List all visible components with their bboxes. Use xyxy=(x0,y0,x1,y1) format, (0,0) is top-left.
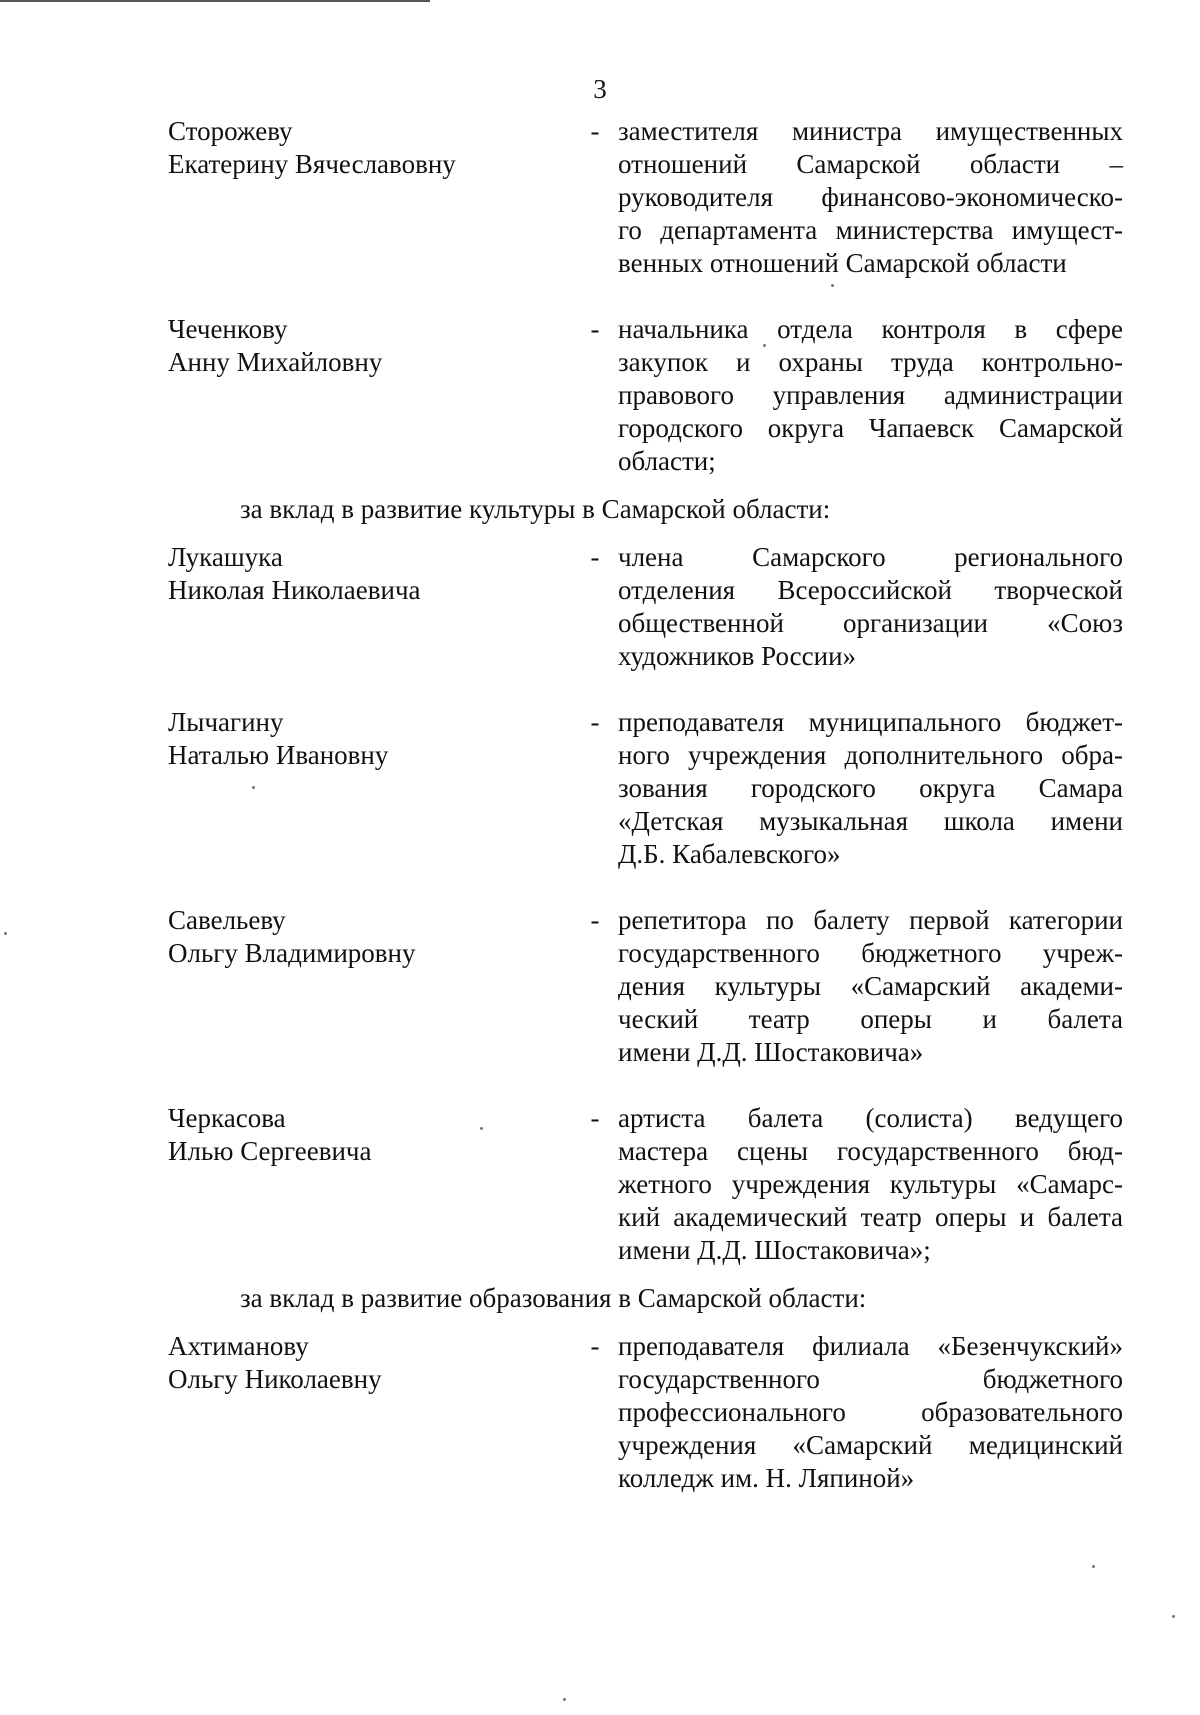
scan-speck xyxy=(252,786,255,789)
awardee-entry xyxy=(168,1102,1123,1267)
awardee-position-line: имени Д.Д. Шостаковича» xyxy=(618,1037,924,1067)
entry-spacer xyxy=(168,673,1123,706)
awardee-position-line: отделения Всероссийской творческой xyxy=(618,575,1123,605)
awardee-position-line: репетитора по балету первой категории xyxy=(618,905,1123,935)
awardee-position-line: Д.Б. Кабалевского» xyxy=(618,839,841,869)
awardee-position xyxy=(618,1102,1123,1267)
awardee-position-line: художников России» xyxy=(618,641,857,671)
awardee-name xyxy=(168,706,578,772)
awardee-position-line: дения культуры «Самарский академи- xyxy=(618,971,1123,1001)
awardee-name xyxy=(168,313,578,379)
entry-dash: - xyxy=(590,116,600,146)
awardee-position-line: «Детская музыкальная школа имени xyxy=(618,806,1123,836)
awardee-position-line: артиста балета (солиста) ведущего xyxy=(618,1103,1123,1133)
awardee-position xyxy=(618,706,1123,871)
awardee-name-line: Лукашука xyxy=(168,542,283,572)
awardee-name-line: Сторожеву xyxy=(168,116,293,146)
awardee-position-line: профессионального образовательного xyxy=(618,1397,1123,1427)
entry-spacer xyxy=(168,280,1123,313)
awardee-position xyxy=(618,904,1123,1069)
scan-speck xyxy=(763,344,766,347)
awardee-position-line: государственного бюджетного учреж- xyxy=(618,938,1123,968)
scan-edge-line xyxy=(0,0,430,2)
awardee-position-line: руководителя финансово-экономическо- xyxy=(618,182,1123,212)
scan-speck xyxy=(480,1127,483,1130)
awardee-position-line: члена Самарского регионального xyxy=(618,542,1123,572)
awardee-position-line: учреждения «Самарский медицинский xyxy=(618,1430,1123,1460)
awardee-position xyxy=(618,313,1123,478)
awardee-name-line: Ахтиманову xyxy=(168,1331,309,1361)
awardee-name xyxy=(168,541,578,607)
awardee-position-line: заместителя министра имущественных xyxy=(618,116,1123,146)
awardee-position-line: преподавателя муниципального бюджет- xyxy=(618,707,1123,737)
awardee-list xyxy=(168,115,1123,1495)
awardee-name-line: Лычагину xyxy=(168,707,284,737)
awardee-position-line: ческий театр оперы и балета xyxy=(618,1004,1123,1034)
awardee-position-line: городского округа Чапаевск Самарской xyxy=(618,413,1123,443)
awardee-name xyxy=(168,1102,578,1168)
awardee-entry xyxy=(168,706,1123,871)
awardee-entry xyxy=(168,541,1123,673)
page-number: 3 xyxy=(593,74,607,104)
awardee-name-line: Екатерину Вячеславовну xyxy=(168,149,456,179)
awardee-entry xyxy=(168,1330,1123,1495)
awardee-name-line: Чеченкову xyxy=(168,314,288,344)
entry-spacer xyxy=(168,1069,1123,1102)
awardee-position-line: общественной организации «Союз xyxy=(618,608,1123,638)
scan-speck xyxy=(4,932,7,935)
awardee-position-line: го департамента министерства имущест- xyxy=(618,215,1123,245)
awardee-position xyxy=(618,115,1123,280)
scan-speck xyxy=(1172,1615,1175,1618)
awardee-position-line: государственного бюджетного xyxy=(618,1364,1123,1394)
awardee-entry xyxy=(168,904,1123,1069)
awardee-name-line: Анну Михайловну xyxy=(168,347,383,377)
awardee-position-line: имени Д.Д. Шостаковича»; xyxy=(618,1235,931,1265)
scan-speck xyxy=(563,1698,566,1701)
awardee-name xyxy=(168,115,578,181)
entry-dash: - xyxy=(590,905,600,935)
awardee-position-line: венных отношений Самарской области xyxy=(618,248,1067,278)
entry-spacer xyxy=(168,871,1123,904)
entry-dash: - xyxy=(590,1103,600,1133)
awardee-position-line: ного учреждения дополнительного обра- xyxy=(618,740,1123,770)
scan-speck xyxy=(1092,1565,1095,1568)
awardee-position-line: колледж им. Н. Ляпиной» xyxy=(618,1463,915,1493)
awardee-name-line: Николая Николаевича xyxy=(168,575,421,605)
awardee-position-line: зования городского округа Самара xyxy=(618,773,1123,803)
awardee-entry xyxy=(168,115,1123,280)
section-heading: за вклад в развитие образования в Самарской области: xyxy=(240,1283,867,1313)
entry-dash: - xyxy=(590,1331,600,1361)
awardee-position-line: правового управления администрации xyxy=(618,380,1123,410)
awardee-entry xyxy=(168,313,1123,478)
awardee-position-line: мастера сцены государственного бюд- xyxy=(618,1136,1123,1166)
awardee-name xyxy=(168,1330,578,1396)
awardee-position-line: жетного учреждения культуры «Самарс- xyxy=(618,1169,1123,1199)
awardee-position-line: начальника отдела контроля в сфере xyxy=(618,314,1123,344)
awardee-position-line: закупок и охраны труда контрольно- xyxy=(618,347,1123,377)
awardee-name-line: Илью Сергеевича xyxy=(168,1136,372,1166)
awardee-position xyxy=(618,541,1123,673)
awardee-name-line: Савельеву xyxy=(168,905,286,935)
awardee-position-line: отношений Самарской области – xyxy=(618,149,1123,179)
awardee-position xyxy=(618,1330,1123,1495)
entry-dash: - xyxy=(590,314,600,344)
awardee-name-line: Наталью Ивановну xyxy=(168,740,389,770)
awardee-position-line: преподавателя филиала «Безенчукский» xyxy=(618,1331,1123,1361)
awardee-name-line: Ольгу Владимировну xyxy=(168,938,416,968)
entry-dash: - xyxy=(590,707,600,737)
entry-dash: - xyxy=(590,542,600,572)
awardee-position-line: кий академический театр оперы и балета xyxy=(618,1202,1123,1232)
awardee-name-line: Ольгу Николаевну xyxy=(168,1364,382,1394)
awardee-name-line: Черкасова xyxy=(168,1103,286,1133)
section-heading: за вклад в развитие культуры в Самарской области: xyxy=(240,494,831,524)
scan-speck xyxy=(831,284,834,287)
awardee-name xyxy=(168,904,578,970)
awardee-position-line: области; xyxy=(618,446,716,476)
